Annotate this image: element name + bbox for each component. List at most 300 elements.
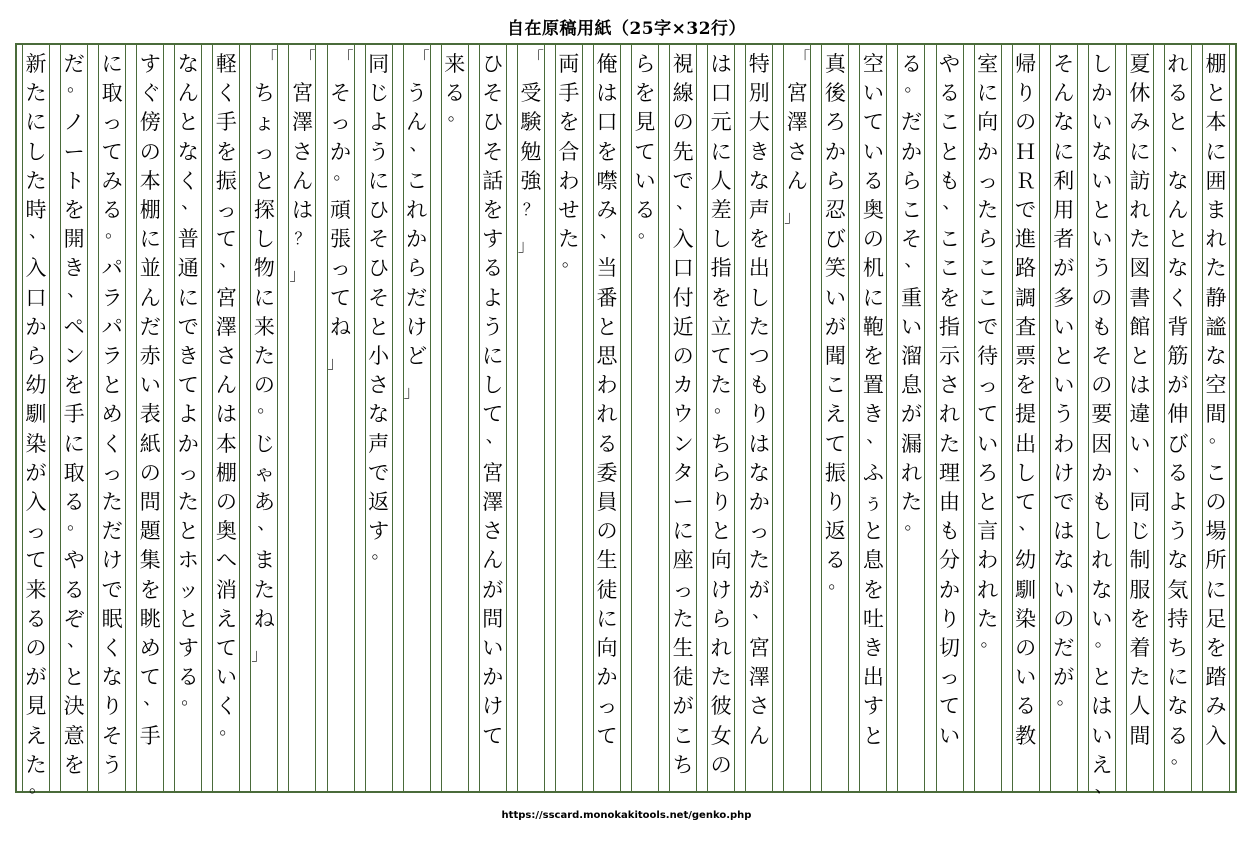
manuscript-column [22,45,50,797]
manuscript-char: 座 [672,548,694,573]
manuscript-char: っ [330,256,352,281]
manuscript-char: の [672,110,694,135]
manuscript-char: に [977,81,999,106]
manuscript-char: さ [786,139,808,164]
manuscript-char: っ [101,460,123,485]
manuscript-char: 漏 [900,431,922,456]
manuscript-char: と [939,139,961,164]
manuscript-char: も [1091,490,1113,514]
manuscript-char: ン [63,344,85,368]
manuscript-char: 空 [1205,373,1227,398]
manuscript-char: と [1129,344,1151,368]
manuscript-char: こ [939,227,961,252]
manuscript-char: ふ [862,460,884,485]
manuscript-char: と [1205,81,1227,106]
manuscript-char: 出 [748,256,770,281]
manuscript-char: ら [824,168,846,193]
manuscript-char: 意 [63,723,85,748]
manuscript-char: っ [596,694,618,719]
manuscript-char: し [1015,460,1037,485]
manuscript-char: 。 [371,542,390,564]
manuscript-char: こ [824,373,846,398]
manuscript-char: と [177,606,199,631]
manuscript-char: る [1167,723,1189,748]
manuscript-char: 差 [710,198,732,222]
manuscript-char: を [862,344,884,368]
manuscript-char: 手 [63,402,85,427]
manuscript-char: 「 [261,48,278,67]
manuscript-char: 示 [939,344,961,368]
manuscript-char: 手 [139,723,161,748]
manuscript-char: 出 [1015,431,1037,456]
manuscript-char: 違 [1129,402,1151,427]
manuscript-char: て [977,402,999,427]
manuscript-char: も [939,168,961,193]
manuscript-char: 査 [1015,314,1037,339]
manuscript-char: 見 [25,694,47,719]
manuscript-char: 染 [1015,606,1037,631]
manuscript-char: す [368,519,390,544]
manuscript-char: ん [215,373,237,398]
manuscript-char: よ [368,110,390,135]
manuscript-char: 」 [289,265,306,285]
manuscript-char: な [1053,110,1075,135]
manuscript-char: 、 [752,600,771,622]
manuscript-char: 宮 [748,636,770,660]
manuscript-char: す [482,227,504,252]
manuscript-char: 新 [25,52,47,76]
manuscript-char: 澤 [786,110,808,135]
manuscript-char: 入 [25,490,47,514]
manuscript-char: す [177,636,199,660]
manuscript-column [593,45,621,791]
manuscript-char: ち [253,81,275,106]
footer-url: https://sscard.monokakitools.net/genko.php [501,810,752,821]
manuscript-char: こ [939,256,961,281]
manuscript-column [1050,45,1078,791]
manuscript-char: う [1053,402,1075,427]
manuscript-char: ト [63,168,85,193]
manuscript-char: め [101,402,123,427]
manuscript-char: け [406,314,428,339]
manuscript-char: は [291,198,313,222]
manuscript-char: 帰 [1015,52,1037,76]
manuscript-char: ？ [522,200,539,219]
manuscript-char: 。 [29,776,48,797]
manuscript-char: 来 [253,314,275,339]
manuscript-char: 澤 [748,665,770,690]
manuscript-char: で [1015,198,1037,222]
manuscript-char: う [368,139,390,164]
manuscript-char: を [1129,606,1151,631]
manuscript-char: い [215,665,237,690]
manuscript-column [479,45,507,791]
manuscript-char: 者 [1053,227,1075,252]
manuscript-char: る [939,81,961,106]
manuscript-char: た [900,490,922,514]
manuscript-char: っ [177,460,199,485]
manuscript-char: 徒 [672,665,694,690]
manuscript-char: れ [1167,52,1189,76]
manuscript-char: っ [330,110,352,135]
manuscript-char: 、 [1018,513,1037,535]
manuscript-char: 幼 [1015,548,1037,573]
manuscript-char: さ [482,519,504,544]
manuscript-char: 軽 [215,52,237,76]
manuscript-char: タ [672,460,694,485]
manuscript-char: 立 [710,314,732,339]
manuscript-char: わ [1053,431,1075,456]
manuscript-char: く [215,81,237,106]
manuscript-char: 、 [904,250,923,272]
manuscript-char: ん [291,168,313,193]
manuscript-char: ン [672,431,694,456]
manuscript-char: く [1167,285,1189,310]
manuscript-char: の [596,519,618,544]
manuscript-column [707,45,735,791]
manuscript-char: か [330,139,352,164]
manuscript-char: 大 [748,110,770,135]
manuscript-char: た [977,198,999,222]
manuscript-char: 話 [482,168,504,193]
manuscript-char: そ [330,81,352,106]
manuscript-char: ょ [253,110,275,135]
manuscript-char: 棚 [139,198,161,222]
manuscript-char: 合 [558,139,580,164]
manuscript-char: 返 [824,519,846,544]
manuscript-char: や [939,52,961,76]
manuscript-char: 赤 [139,344,161,368]
manuscript-char: 奥 [215,519,237,544]
manuscript-char: ね [253,606,275,631]
manuscript-char: 息 [862,548,884,573]
manuscript-char: ら [25,344,47,368]
manuscript-char: る [862,168,884,193]
manuscript-char: の [710,752,732,777]
manuscript-char: 、 [866,425,885,447]
manuscript-char: そ [1053,52,1075,76]
manuscript-char: せ [558,198,580,222]
manuscript-char: る [177,665,199,690]
manuscript-column [974,45,1002,791]
manuscript-char: と [63,665,85,690]
manuscript-char: に [1129,139,1151,164]
manuscript-char: け [1053,460,1075,485]
manuscript-char: な [1167,694,1189,719]
manuscript-char: て [215,227,237,252]
manuscript-char: 表 [139,402,161,427]
manuscript-char: 徒 [596,577,618,602]
manuscript-char: こ [939,110,961,135]
manuscript-char: た [253,344,275,368]
manuscript-char: 特 [748,52,770,76]
manuscript-char: き [63,256,85,281]
manuscript-char: た [177,490,199,514]
manuscript-char: ん [1167,198,1189,222]
manuscript-char: 受 [520,81,542,106]
manuscript-char: を [1205,636,1227,660]
manuscript-char: そ [900,227,922,252]
manuscript-char: わ [977,548,999,573]
manuscript-char: れ [1091,548,1113,573]
manuscript-char: 生 [672,636,694,660]
manuscript-char: を [710,285,732,310]
manuscript-char: 。 [447,104,466,126]
manuscript-char: 持 [1167,606,1189,631]
manuscript-char: し [25,139,47,164]
manuscript-char: っ [977,168,999,193]
manuscript-char: 眺 [139,606,161,631]
manuscript-char: 笑 [824,256,846,281]
manuscript-char: 開 [63,227,85,252]
manuscript-char: の [1091,373,1113,398]
manuscript-char: 、 [942,192,961,213]
manuscript-char: が [900,402,922,427]
manuscript-char: ウ [672,402,694,427]
manuscript-char: に [101,52,123,76]
manuscript-char: れ [406,198,428,222]
manuscript-char: を [634,81,656,106]
manuscript-char: っ [253,139,275,164]
manuscript-char: を [748,227,770,252]
manuscript-char: に [1205,577,1227,602]
manuscript-char: ラ [101,285,123,310]
manuscript-char: で [177,314,199,339]
manuscript-char: 傍 [139,110,161,135]
manuscript-char: っ [101,110,123,135]
manuscript-char: Ｒ [1015,168,1037,193]
manuscript-char: 「 [413,48,430,67]
manuscript-char: 「 [299,48,316,67]
manuscript-char: 両 [558,52,580,76]
manuscript-char: え [1091,752,1113,777]
manuscript-column [1088,45,1116,797]
manuscript-char: 取 [63,460,85,485]
manuscript-char: 」 [403,382,420,402]
manuscript-char: て [139,665,161,690]
manuscript-column [174,45,202,791]
manuscript-char: 幼 [25,373,47,398]
manuscript-char: 」 [251,645,268,664]
manuscript-char: け [101,548,123,573]
manuscript-char: り [1015,81,1037,106]
manuscript-char: に [139,227,161,252]
manuscript-char: 、 [485,425,504,447]
manuscript-char: が [482,577,504,602]
manuscript-char: 、 [29,221,48,243]
manuscript-char: 振 [215,168,237,193]
manuscript-char: 委 [596,460,618,485]
manuscript-char: と [977,490,999,514]
manuscript-char: 俺 [596,52,618,76]
manuscript-char: な [1053,548,1075,573]
manuscript-char: 決 [63,694,85,719]
manuscript-char: え [824,402,846,427]
manuscript-char: て [215,636,237,660]
manuscript-char: れ [710,636,732,660]
manuscript-char: た [748,314,770,339]
manuscript-char: っ [977,373,999,398]
manuscript-char: 静 [1205,285,1227,310]
manuscript-char: 休 [1129,81,1151,106]
manuscript-column [936,45,964,791]
manuscript-char: 消 [215,577,237,602]
manuscript-char: た [1205,256,1227,281]
manuscript-char: の [139,139,161,164]
manuscript-char: り [824,490,846,514]
manuscript-char: 館 [1129,314,1151,339]
manuscript-char: き [862,636,884,660]
manuscript-char: 入 [1205,723,1227,748]
manuscript-char: に [710,139,732,164]
manuscript-char: よ [177,402,199,427]
manuscript-char: 溜 [900,344,922,368]
manuscript-char: 票 [1015,344,1037,368]
manuscript-char: は [748,431,770,456]
manuscript-char: さ [748,694,770,719]
manuscript-char: る [444,81,466,106]
manuscript-char: 。 [1170,746,1189,768]
manuscript-char: に [25,110,47,135]
manuscript-char: 馴 [25,402,47,427]
manuscript-char: め [139,636,161,660]
manuscript-char: と [101,373,123,398]
manuscript-char: 背 [1167,314,1189,339]
manuscript-char: を [63,373,85,398]
manuscript-char: り [710,490,732,514]
manuscript-char: 」 [517,236,534,256]
manuscript-char: 、 [257,513,276,535]
manuscript-char: 。 [980,630,999,651]
manuscript-char: ぞ [63,606,85,631]
manuscript-char: 集 [139,548,161,573]
manuscript-char: 。 [904,513,923,535]
manuscript-char: た [101,490,123,514]
manuscript-char: う [1167,519,1189,544]
manuscript-char: つ [748,344,770,368]
manuscript-char: 。 [181,688,200,710]
manuscript-column [250,45,278,791]
manuscript-char: 手 [215,110,237,135]
manuscript-char: 問 [139,490,161,514]
manuscript-char: 足 [1205,606,1227,631]
manuscript-char: 張 [330,227,352,252]
manuscript-char: て [939,694,961,719]
manuscript-char: に [368,168,390,193]
manuscript-char: な [1091,577,1113,602]
manuscript-char: 後 [824,81,846,106]
manuscript-char: と [596,314,618,339]
manuscript-char: と [1091,198,1113,222]
manuscript-char: 「 [337,48,354,67]
manuscript-char: に [1167,665,1189,690]
manuscript-column [897,45,925,791]
manuscript-char: 図 [1129,256,1151,281]
manuscript-column [631,45,659,791]
manuscript-char: 教 [1015,723,1037,748]
manuscript-char: 「 [794,48,811,67]
manuscript-char: 、 [599,221,618,243]
manuscript-char: 探 [253,198,275,222]
manuscript-char: ん [748,723,770,748]
manuscript-char: の [253,373,275,398]
manuscript-char: 取 [101,81,123,106]
manuscript-char: 付 [672,285,694,310]
manuscript-char: そ [368,227,390,252]
manuscript-char: ひ [368,256,390,281]
manuscript-char: 由 [939,490,961,514]
manuscript-char: 普 [177,227,199,252]
manuscript-char: る [1167,460,1189,485]
manuscript-char: て [824,431,846,456]
manuscript-char: 、 [1094,776,1113,797]
manuscript-char: 。 [219,717,238,739]
manuscript-char: 同 [1129,490,1151,514]
manuscript-char: ん [1053,81,1075,106]
manuscript-column [555,45,583,791]
manuscript-char: 見 [634,110,656,135]
manuscript-char: 題 [139,519,161,544]
manuscript-char: 気 [1167,577,1189,602]
manuscript-char: い [1129,431,1151,456]
manuscript-char: み [101,168,123,193]
manuscript-char: ん [482,548,504,573]
manuscript-column [212,45,240,791]
manuscript-char: か [406,227,428,252]
manuscript-char: て [330,285,352,310]
manuscript-char: ん [139,285,161,310]
manuscript-char: を [215,139,237,164]
manuscript-char: 向 [710,548,732,573]
manuscript-char: た [558,227,580,252]
manuscript-char: い [939,723,961,748]
manuscript-char: り [748,402,770,427]
manuscript-char: 澤 [291,110,313,135]
manuscript-char: に [672,519,694,544]
manuscript-char: け [710,577,732,602]
manuscript-char: こ [1205,460,1227,485]
manuscript-char: な [1167,548,1189,573]
manuscript-char: い [1091,168,1113,193]
manuscript-char: さ [368,373,390,398]
manuscript-char: こ [406,168,428,193]
manuscript-char: そ [482,139,504,164]
manuscript-char: い [139,373,161,398]
manuscript-char: 。 [828,571,847,593]
manuscript-char: 澤 [482,490,504,514]
manuscript-char: と [177,110,199,135]
manuscript-char: た [25,752,47,777]
manuscript-char: な [101,665,123,690]
manuscript-char: れ [900,460,922,485]
manuscript-char: た [1129,227,1151,252]
manuscript-char: カ [672,373,694,398]
manuscript-char: っ [672,577,694,602]
manuscript-char: 来 [444,52,466,76]
manuscript-char: 通 [177,256,199,281]
manuscript-char: り [939,606,961,631]
manuscript-column [1126,45,1154,791]
manuscript-char: 時 [25,198,47,222]
manuscript-char: る [1015,694,1037,719]
manuscript-char: 」 [327,353,344,372]
manuscript-column [859,45,887,791]
manuscript-char: し [1091,52,1113,76]
manuscript-char: や [63,548,85,573]
manuscript-char: の [215,490,237,514]
manuscript-column [288,45,316,791]
manuscript-char: 指 [710,256,732,281]
